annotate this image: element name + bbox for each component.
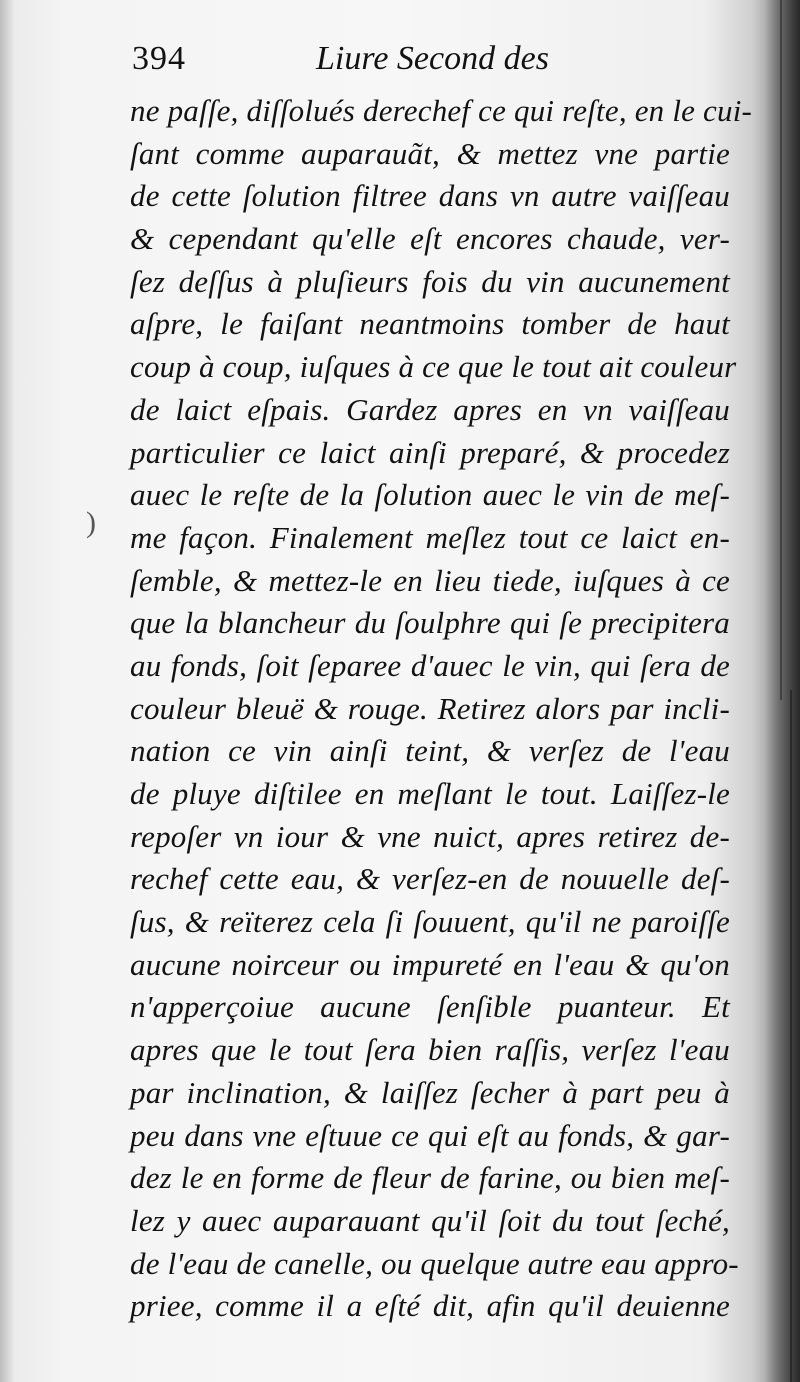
text-line: nation ce vin ainſi teint, & verſez de l'eau xyxy=(130,733,730,769)
margin-mark: ) xyxy=(86,506,96,539)
text-line: au fonds, ſoit ſeparee d'auec le vin, qui ſera de xyxy=(130,647,730,683)
body-text xyxy=(130,90,753,1328)
text-line: ſant comme auparauãt, & mettez vne partie xyxy=(130,135,730,171)
text-line: auec le reſte de la ſolution auec le vin de meſ- xyxy=(130,477,730,513)
text-line: aſpre, le faiſant neantmoins tomber de haut xyxy=(130,306,730,342)
text-line: apres que le tout ſera bien raſſis, verſez l'eau xyxy=(130,1032,730,1068)
text-line: de laict eſpais. Gardez apres en vn vaiſſeau xyxy=(130,391,730,427)
text-line: de cette ſolution filtree dans vn autre vaiſſeau xyxy=(130,178,730,214)
text-line: repoſer vn iour & vne nuict, apres retirez de- xyxy=(130,818,730,854)
text-line: me façon. Finalement meſlez tout ce laict en- xyxy=(130,519,730,555)
text-line: de l'eau de canelle, ou quelque autre eau appro- xyxy=(130,1245,739,1281)
page-edge-line xyxy=(780,0,782,700)
running-head xyxy=(130,40,730,86)
text-line: par inclination, & laiſſez ſecher à part peu à xyxy=(130,1074,730,1110)
text-line: peu dans vne eſtuue ce qui eſt au fonds, & gar- xyxy=(130,1117,730,1153)
text-line: particulier ce laict ainſi preparé, & procedez xyxy=(130,434,730,470)
text-line: priee, comme il a eſté dit, afin qu'il deuienne xyxy=(130,1288,730,1324)
text-line: ſus, & reïterez cela ſi ſouuent, qu'il ne paroiſſe xyxy=(130,904,730,940)
text-line: aucune noirceur ou impureté en l'eau & qu'on xyxy=(130,946,730,982)
text-line: de pluye diſtilee en meſlant le tout. Laiſſez-le xyxy=(130,776,730,811)
text-line: & cependant qu'elle eſt encores chaude, ver- xyxy=(130,221,730,257)
page-content xyxy=(130,40,753,1328)
text-line: ſez deſſus à pluſieurs fois du vin aucunement xyxy=(130,263,730,299)
text-line: ſemble, & mettez-le en lieu tiede, iuſques à ce xyxy=(130,562,730,598)
text-line: que la blancheur du ſoulphre qui ſe precipitera xyxy=(130,605,730,641)
text-line: rechef cette eau, & verſez-en de nouuelle deſ- xyxy=(130,861,730,897)
left-gutter-shadow xyxy=(0,0,14,1382)
text-line: ne paſſe, diſſolués derechef ce qui reſte, en le cui- xyxy=(130,93,753,128)
page-number: 394 xyxy=(132,40,186,77)
text-line: couleur bleuë & rouge. Retirez alors par incli- xyxy=(130,690,730,726)
text-line: lez y auec auparauant qu'il ſoit du tout ſeché, xyxy=(130,1202,730,1238)
text-line: n'apperçoiue aucune ſenſible puanteur. Et xyxy=(130,989,730,1025)
page-edge-line-lower xyxy=(790,690,792,1382)
page-edge-shadow xyxy=(764,0,800,1382)
text-line: coup à coup, iuſques à ce que le tout ait couleur xyxy=(130,349,737,385)
running-title: Liure Second des xyxy=(316,40,549,77)
text-line: dez le en forme de fleur de farine, ou bien meſ- xyxy=(130,1160,730,1196)
